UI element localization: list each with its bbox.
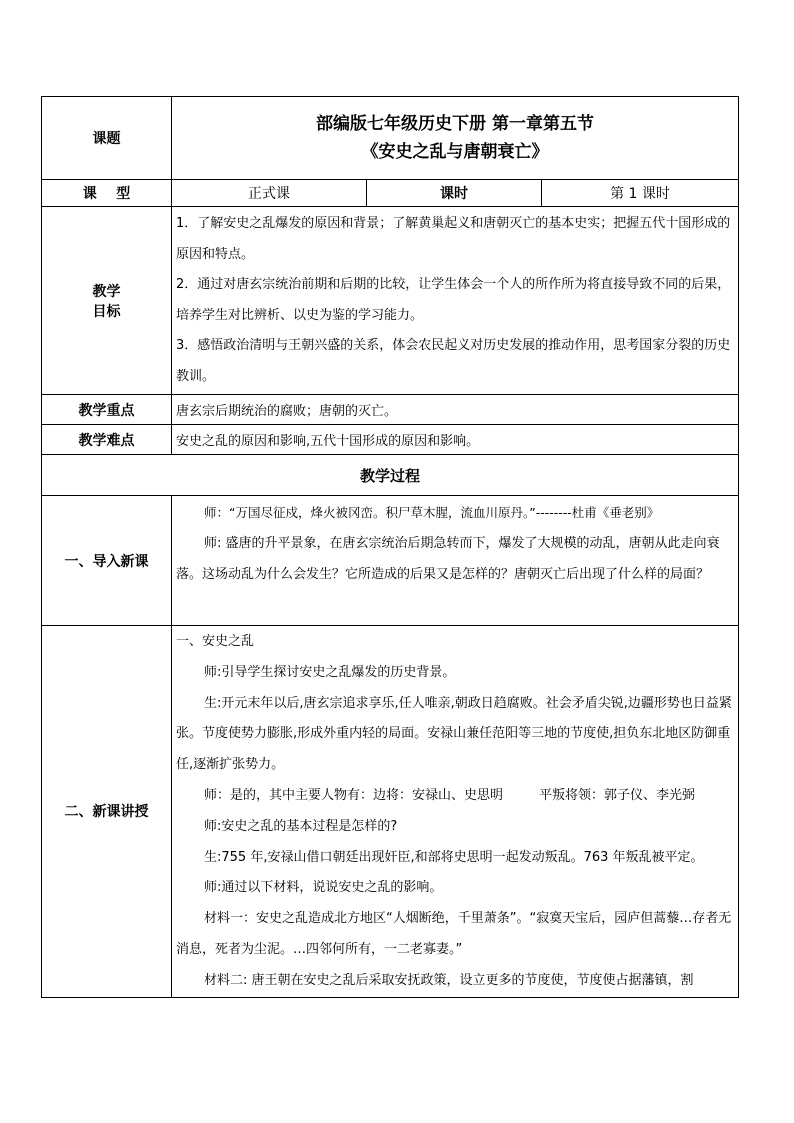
type-label: 课 型 [42,180,172,207]
goals-label [42,207,172,395]
lesson-para: 生:开元末年以后,唐玄宗追求享乐,任人唯亲,朝政日趋腐败。社会矛盾尖锐,边疆形势也日益紧张。节度使势力膨胀,形成外重内轻的局面。安禄山兼任范阳等三地的节度使,担负东北地区防御重任,逐渐扩张势力。 [176,695,732,773]
type-row [42,180,739,207]
intro-label: 一、导入新课 [42,496,172,626]
goals-label-line1: 教学 [92,283,121,300]
section-heading: 一、安史之乱 [176,634,255,649]
lesson-para: 生:755 年,安禄山借口朝廷出现奸臣,和部将史思明一起发动叛乱。763 年叛乱被平定。 [204,849,704,865]
goals-label-line2: 目标 [92,303,121,320]
new-lesson-content [172,626,739,998]
process-heading: 教学过程 [42,455,739,496]
goal-item: 3．感悟政治清明与王朝兴盛的关系，体会农民起义对历史发展的推动作用，思考国家分裂的历史教训。 [176,338,731,384]
lesson-plan-table [41,96,739,998]
type-value: 正式课 [172,180,367,207]
process-heading-row [42,455,739,496]
difficulties-value: 安史之乱的原因和影响,五代十国形成的原因和影响。 [172,425,739,455]
key-points-label: 教学重点 [42,395,172,425]
key-points-value: 唐玄宗后期统治的腐败；唐朝的灭亡。 [172,395,739,425]
lesson-title-line2: 《安史之乱与唐朝衰亡》 [361,142,549,162]
intro-para: 师：“万国尽征戍，烽火被冈峦。积尸草木腥，流血川原丹。”--------杜甫《垂老别》 [204,505,660,520]
goal-item: 1．了解安史之乱爆发的原因和背景；了解黄巢起义和唐朝灭亡的基本史实；把握五代十国形成的原因和特点。 [176,216,731,262]
material-one: 材料一：安史之乱造成北方地区“人烟断绝，千里萧条”。“寂寞天宝后，园庐但蒿藜…存者无消息，死者为尘泥。…四邻何所有，一二老寡妻。” [176,911,732,957]
lesson-title [172,97,739,180]
hours-value: 第 1 课时 [542,180,739,207]
intro-row [42,496,739,626]
figures-line [176,781,734,812]
intro-para: 师: 盛唐的升平景象，在唐玄宗统治后期急转而下，爆发了大规模的动乱，唐朝从此走向衰落。这场动乱为什么会发生？它所造成的后果又是怎样的？唐朝灭亡后出现了什么样的局面？ [176,535,720,582]
lesson-title-line1: 部编版七年级历史下册 第一章第五节 [316,114,594,134]
key-points-row [42,395,739,425]
lesson-para: 师:引导学生探讨安史之乱爆发的历史背景。 [204,664,456,680]
goals-row [42,207,739,395]
lesson-para: 师:通过以下材料，说说安史之乱的影响。 [204,880,443,896]
hours-label: 课时 [367,180,542,207]
new-lesson-row [42,626,739,998]
material-two: 材料二: 唐王朝在安史之乱后采取安抚政策，设立更多的节度使，节度使占据藩镇，割 [204,972,694,988]
difficulties-row [42,425,739,455]
topic-label: 课题 [42,97,172,180]
goals-content [172,207,739,395]
intro-content [172,496,739,626]
new-lesson-label: 二、新课讲授 [42,626,172,998]
lesson-para: 师:安史之乱的基本过程是怎样的? [204,818,398,834]
topic-row [42,97,739,180]
figures-loyalists: 平叛将领：郭子仪、李光弼 [539,787,696,803]
difficulties-label: 教学难点 [42,425,172,455]
goal-item: 2．通过对唐玄宗统治前期和后期的比较，让学生体会一个人的所作所为将直接导致不同的后果，培养学生对比辨析、以史为鉴的学习能力。 [176,277,731,323]
figures-rebels: 师：是的，其中主要人物有：边将：安禄山、史思明 [204,787,504,803]
